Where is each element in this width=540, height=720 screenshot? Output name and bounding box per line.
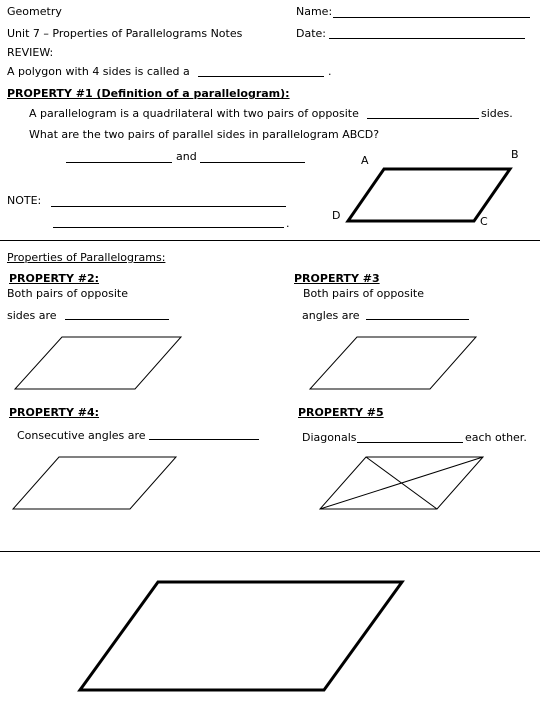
property3-heading: PROPERTY #3	[294, 272, 380, 285]
property2-heading: PROPERTY #2:	[9, 272, 100, 285]
parallelogram-property3	[310, 337, 476, 389]
property4-line1: Consecutive angles are	[17, 429, 146, 442]
note-end: .	[286, 217, 290, 230]
properties-heading: Properties of Parallelograms:	[7, 251, 166, 264]
course-title: Geometry	[7, 5, 62, 18]
property3-line1: Both pairs of opposite	[303, 287, 424, 300]
parallelogram-abcd	[348, 169, 510, 221]
property5-line1: Diagonals	[302, 431, 357, 444]
parallelogram-large	[80, 582, 402, 690]
property4-heading: PROPERTY #4:	[9, 406, 100, 419]
parallelogram-property4	[13, 457, 176, 509]
parallelogram-property2	[15, 337, 181, 389]
property1-definition-end: sides.	[481, 107, 513, 120]
vertex-label-c: C	[480, 215, 488, 228]
property2-line1: Both pairs of opposite	[7, 287, 128, 300]
property2-line2: sides are	[7, 309, 57, 322]
name-label: Name:	[296, 5, 333, 18]
note-label: NOTE:	[7, 194, 42, 207]
review-heading: REVIEW:	[7, 46, 54, 59]
vertex-label-a: A	[361, 154, 369, 167]
property5-heading: PROPERTY #5	[298, 406, 384, 419]
unit-title: Unit 7 – Properties of Parallelograms Notes	[7, 27, 243, 40]
property5-line1-end: each other.	[465, 431, 527, 444]
vertex-label-b: B	[511, 148, 519, 161]
review-period: .	[328, 65, 332, 78]
property3-line2: angles are	[302, 309, 360, 322]
property1-question: What are the two pairs of parallel sides in parallelogram ABCD?	[29, 128, 380, 141]
diagonal-2	[320, 457, 483, 509]
vertex-label-d: D	[332, 209, 341, 222]
and-label: and	[176, 150, 197, 163]
date-label: Date:	[296, 27, 326, 40]
property1-heading: PROPERTY #1 (Definition of a parallelogram):	[7, 87, 290, 100]
property1-definition: A parallelogram is a quadrilateral with two pairs of opposite	[29, 107, 359, 120]
review-prompt: A polygon with 4 sides is called a	[7, 65, 190, 78]
